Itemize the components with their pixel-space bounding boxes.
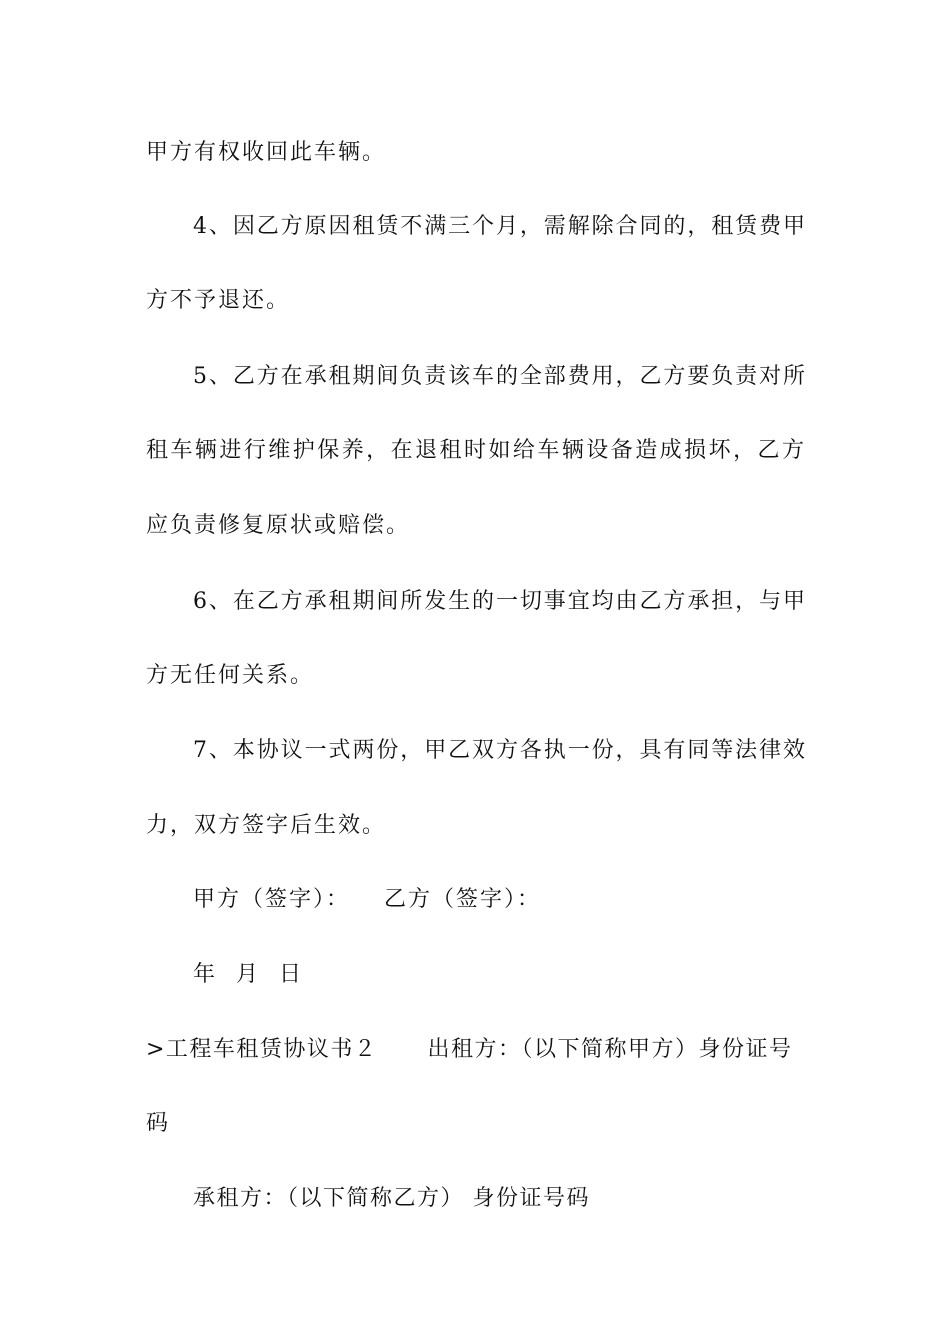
clause-6-line-2: 方无任何关系。: [146, 663, 315, 688]
clause-7-line-2: 力，双方签字后生效。: [146, 813, 387, 838]
clause-7-line-1: 7、本协议一式两份，甲乙双方各执一份，具有同等法律效: [193, 738, 805, 763]
clause-5-line-3: 应负责修复原状或赔偿。: [146, 513, 411, 538]
lessor-label: 出租方：（以下简称甲方）身份证号: [427, 1037, 793, 1062]
date-year-label: 年: [193, 962, 216, 987]
date-month-label: 月: [236, 962, 259, 987]
clause-4-line-2: 方不予退还。: [146, 288, 291, 313]
agreement-2-heading-line: [146, 1035, 792, 1065]
lessee-line: [193, 1184, 590, 1214]
party-a-signature-label: 甲方（签字）：: [193, 887, 351, 912]
date-day-label: 日: [279, 962, 302, 987]
lessee-label: 承租方：（以下简称乙方）: [193, 1186, 465, 1211]
clause-4-line-1: 4、因乙方原因租赁不满三个月，需解除合同的，租赁费甲: [193, 214, 805, 239]
paragraph-line: 甲方有权收回此车辆。: [146, 140, 387, 165]
party-b-signature-label: 乙方（签字）：: [384, 887, 542, 912]
date-line: [193, 960, 301, 990]
agreement-2-title: >工程车租赁协议书２: [146, 1037, 378, 1062]
lessor-label-continued: 码: [146, 1111, 171, 1136]
lessee-id-label: 身份证号码: [472, 1186, 591, 1211]
clause-6-line-1: 6、在乙方承租期间所发生的一切事宜均由乙方承担，与甲: [193, 589, 805, 614]
signature-line: [193, 885, 541, 915]
clause-5-line-1: 5、乙方在承租期间负责该车的全部费用，乙方要负责对所: [193, 364, 805, 389]
clause-5-line-2: 租车辆进行维护保养，在退租时如给车辆设备造成损坏，乙方: [146, 438, 804, 463]
